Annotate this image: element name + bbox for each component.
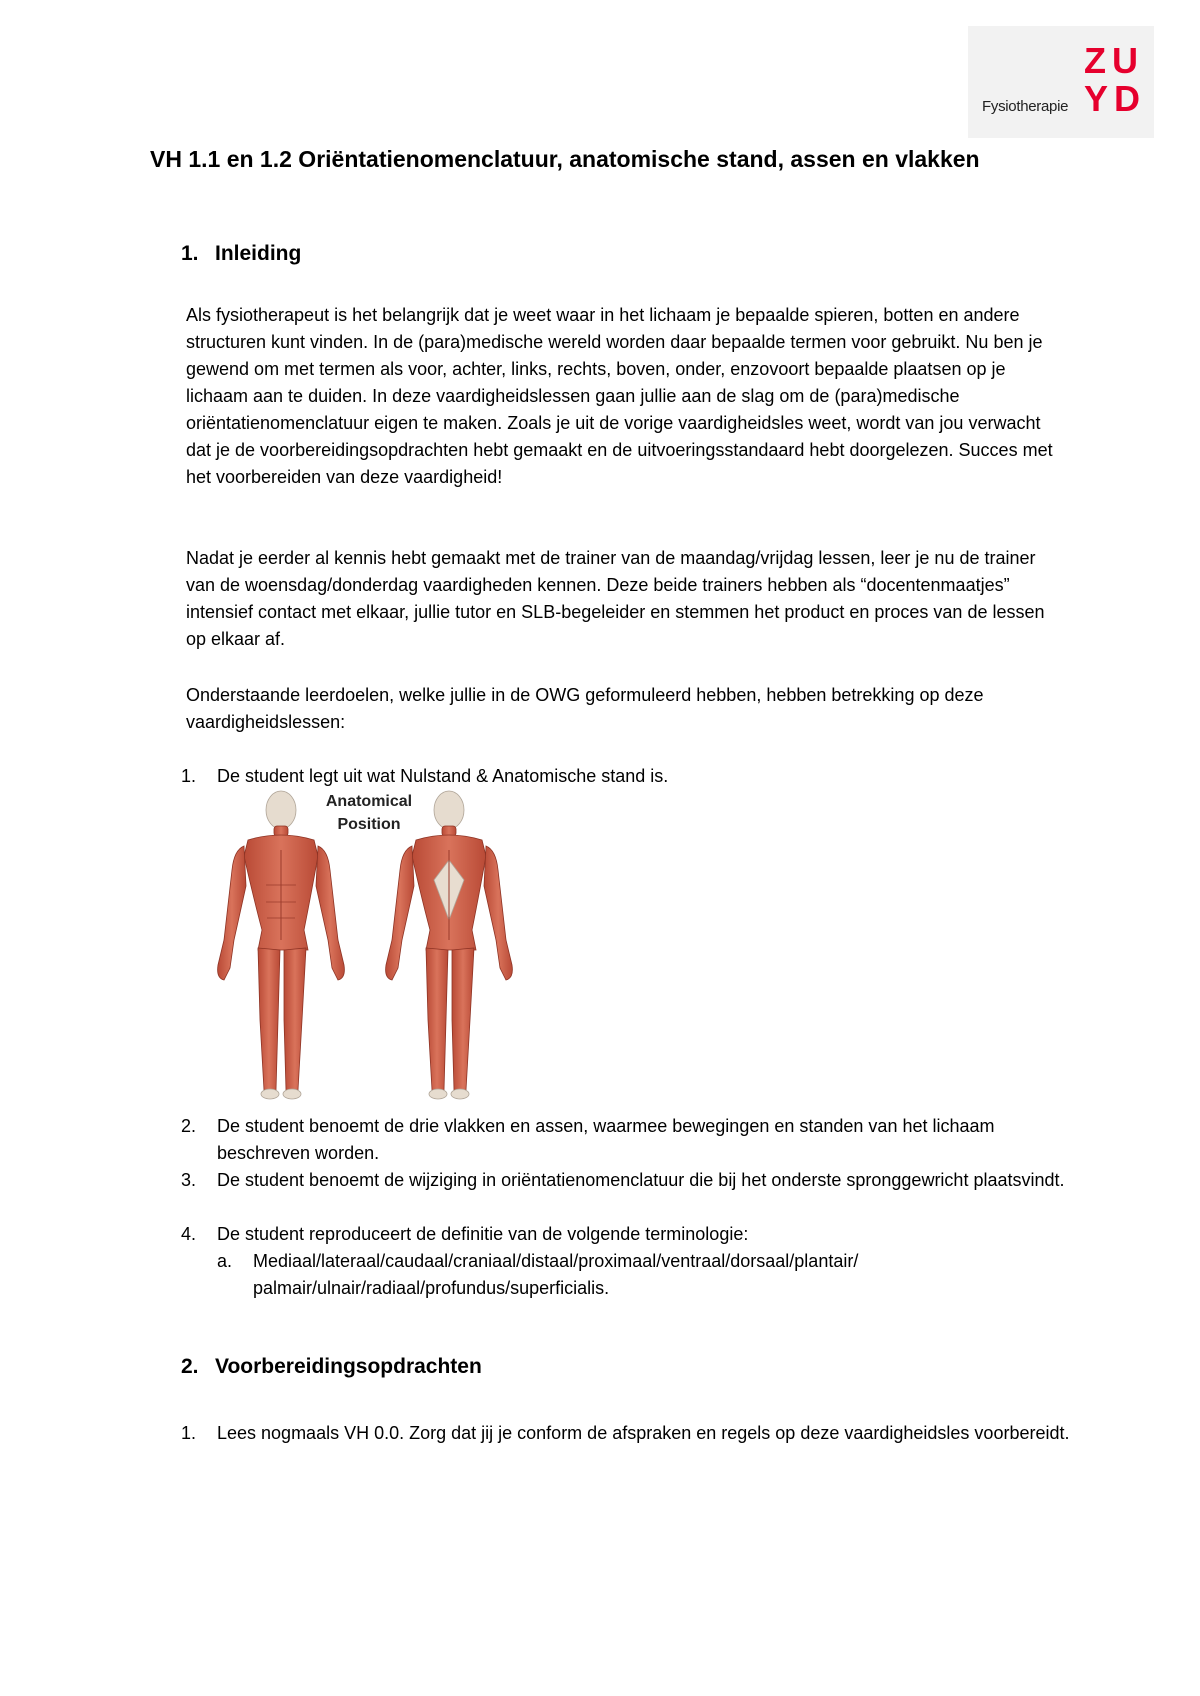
document-title: VH 1.1 en 1.2 Oriëntatienomenclatuur, anatomische stand, assen en vlakken <box>150 146 980 172</box>
list-number: 1. <box>181 766 197 786</box>
list-text: De student reproduceert de definitie van de volgende terminologie: <box>217 1224 749 1244</box>
list-item-goal-2 <box>181 1113 1081 1167</box>
anatomical-position-illustration <box>214 790 544 1112</box>
paragraph-intro: Als fysiotherapeut is het belangrijk dat je weet waar in het lichaam je bepaalde spieren, botten en andere structuren kunt vinden. In de (para)medische wereld worden daar bepaalde termen voor gebruikt. Nu ben je gewend om met termen als voor, achter, links, rechts, boven, onder, enzovoort bepaalde plaatsen op je lichaam aan te duiden. In deze vaardigheidslessen gaan jullie aan de slag om de (para)medische oriëntatienomenclatuur eigen te maken. Zoals je uit de vorige vaardigheidsles weet, wordt van jou verwacht dat je de voorbereidingsopdrachten hebt gemaakt en de uitvoeringsstandaard hebt doorgelezen. Succes met het voorbereiden van deze vaardigheid! <box>186 305 1053 487</box>
list-text: Lees nogmaals VH 0.0. Zorg dat jij je conform de afspraken en regels op deze vaardigheidsles voorbereidt. <box>217 1423 1070 1443</box>
section-number: 1. <box>181 242 199 265</box>
anatomical-position-figure <box>214 790 544 1112</box>
logo-mark-line-2: YD <box>1084 78 1147 119</box>
paragraph-trainers: Nadat je eerder al kennis hebt gemaakt met de trainer van de maandag/vrijdag lessen, leer je nu de trainer van de woensdag/donderdag vaardigheden kennen. Deze beide trainers hebben als “docentenmaatjes” intensief contact met elkaar, jullie tutor en SLB-begeleider en stemmen het product en proces van de lessen op elkaar af. <box>186 548 1045 649</box>
zuyd-logo <box>968 26 1154 138</box>
logo-mark-line-1: ZU <box>1084 40 1144 81</box>
section-heading-voorbereidingsopdrachten <box>181 1355 482 1379</box>
list-text: De student benoemt de drie vlakken en assen, waarmee bewegingen en standen van het lichaam beschreven worden. <box>217 1116 995 1163</box>
back-body-figure <box>386 791 513 1099</box>
list-subitem-a <box>217 1248 1017 1302</box>
list-item-goal-4 <box>181 1221 1081 1248</box>
list-number: 4. <box>181 1224 197 1244</box>
figure-caption-line-2: Position <box>337 816 401 833</box>
list-item-assignment-1 <box>181 1420 1081 1447</box>
logo-subtitle: Fysiotherapie <box>982 98 1069 115</box>
section-heading-inleiding <box>181 242 301 266</box>
list-item-goal-1 <box>181 763 1081 790</box>
section-title: Inleiding <box>215 242 302 265</box>
list-number: 3. <box>181 1170 197 1190</box>
list-letter: a. <box>217 1251 233 1271</box>
figure-caption <box>309 790 429 836</box>
front-body-figure <box>218 791 345 1099</box>
section-title: Voorbereidingsopdrachten <box>215 1355 482 1378</box>
paragraph-learning-goals-intro: Onderstaande leerdoelen, welke jullie in de OWG geformuleerd hebben, hebben betrekking op deze vaardigheidslessen: <box>186 685 984 732</box>
list-text: Mediaal/lateraal/caudaal/craniaal/distaal/proximaal/ventraal/dorsaal/plantair/ palmair/ulnair/radiaal/profundus/superficialis. <box>253 1251 859 1298</box>
list-item-goal-3 <box>181 1167 1081 1194</box>
figure-caption-line-1: Anatomical <box>325 793 413 810</box>
list-number: 2. <box>181 1116 197 1136</box>
list-number: 1. <box>181 1423 197 1443</box>
section-number: 2. <box>181 1355 199 1378</box>
list-text: De student legt uit wat Nulstand & Anatomische stand is. <box>217 766 669 786</box>
logo-mark <box>1084 40 1147 119</box>
list-text: De student benoemt de wijziging in oriëntatienomenclatuur die bij het onderste spronggewricht plaatsvindt. <box>217 1170 1065 1190</box>
